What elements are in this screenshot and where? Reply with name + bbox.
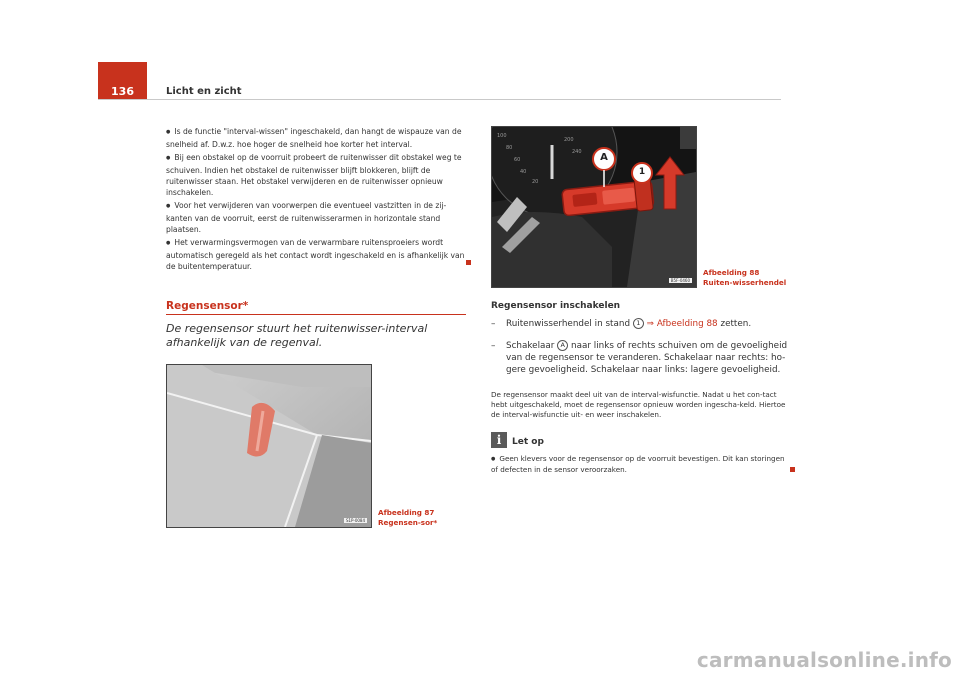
figure-87-rain-sensor: [166, 364, 372, 528]
sub-heading: Regensensor inschakelen: [491, 301, 621, 311]
header-divider: [98, 99, 781, 100]
end-marker: [790, 467, 795, 472]
step-1: [491, 318, 791, 330]
step-1-text: Ruitenwisserhendel in stand: [506, 319, 631, 329]
step-1-after: zetten.: [720, 319, 752, 329]
info-paragraph: De regensensor maakt deel uit van de interval-wisfunctie. Nadat u het con-tact hebt uitgeschakeld, moet de regensensor opnieuw worden ingescha-keld. Hiertoe de interval-wisfunctie uit- en weer inschakelen.: [491, 390, 786, 420]
step-2-after: naar links of rechts schuiven om de gevoeligheid van de regensensor te veranderen. Schakelaar naar rechts: ho-gere gevoeligheid. Schakelaar naar links: lagere gevoeligheid.: [506, 341, 788, 375]
bullet-interval: ● Is de functie "interval-wissen" ingeschakeld, dan hangt de wispauze van de snelheid af. D.w.z. hoe hoger de snelheid hoe korter het interval.: [166, 126, 472, 150]
figure-88-wiper-lever: [491, 126, 697, 288]
note-heading: Let op: [512, 437, 544, 447]
gauge-label-100: 100: [497, 133, 507, 139]
bullet-heating: ● Het verwarmingsvermogen van de verwarmbare ruitensproeiers wordt automatisch geregeld als het contact wordt ingeschakeld en is afhankelijk van de buitentemperatuur.: [166, 237, 472, 272]
figure-87-code: S1P-0084: [345, 518, 365, 523]
step-dash: –: [491, 319, 496, 329]
gauge-label-240: 240: [572, 149, 582, 155]
figure-88-label-1: 1: [638, 167, 646, 177]
gauge-label-200: 200: [564, 137, 574, 143]
circled-a-icon: A: [557, 340, 568, 351]
rain-sensor-illustration: [167, 365, 371, 527]
circled-1-icon: 1: [633, 318, 644, 329]
step-2: [491, 340, 791, 376]
info-icon: i: [491, 432, 507, 448]
gauge-label-60: 60: [514, 157, 521, 163]
figure-87-caption: Afbeelding 87 Regensen-sor*: [378, 508, 438, 527]
section-lead: De regensensor stuurt het ruitenwisser-interval afhankelijk van de regenval.: [166, 322, 428, 349]
figure-88-ref-link[interactable]: ⇒ Afbeelding 88: [646, 319, 718, 329]
step-2-text: Schakelaar: [506, 341, 555, 351]
page-title: Licht en zicht: [166, 86, 242, 97]
watermark: carmanualsonline.info: [696, 648, 952, 672]
section-title: Regensensor*: [166, 300, 249, 312]
figure-88-label-a: A: [600, 152, 608, 163]
figure-88-caption: Afbeelding 88 Ruiten-wisserhendel: [703, 268, 787, 287]
section-divider: [166, 314, 466, 315]
page-number: 136: [98, 62, 147, 100]
gauge-label-40: 40: [520, 169, 527, 175]
wiper-lever-illustration: [492, 127, 696, 287]
end-marker: [466, 260, 471, 265]
note-bullet: ● Geen klevers voor de regensensor op de voorruit bevestigen. Dit kan storingen of defecten in de sensor veroorzaken.: [491, 454, 791, 475]
bullet-side-objects: ● Voor het verwijderen van voorwerpen die eventueel vastzitten in de zij-kanten van de voorruit, eerst de ruitenwisserarmen in horizontale stand plaatsen.: [166, 200, 472, 235]
bullet-obstacle: ● Bij een obstakel op de voorruit probeert de ruitenwisser dit obstakel weg te schuiven. Indien het obstakel de ruitenwisser blijft blokkeren, blijft de ruitenwisser staan. Het obstakel verwijderen en de ruitenwisser opnieuw inschakelen.: [166, 152, 472, 198]
step-dash: –: [491, 341, 496, 351]
figure-88-code: B5F-0460: [670, 278, 690, 283]
gauge-label-20: 20: [532, 179, 539, 185]
gauge-label-80: 80: [506, 145, 513, 151]
